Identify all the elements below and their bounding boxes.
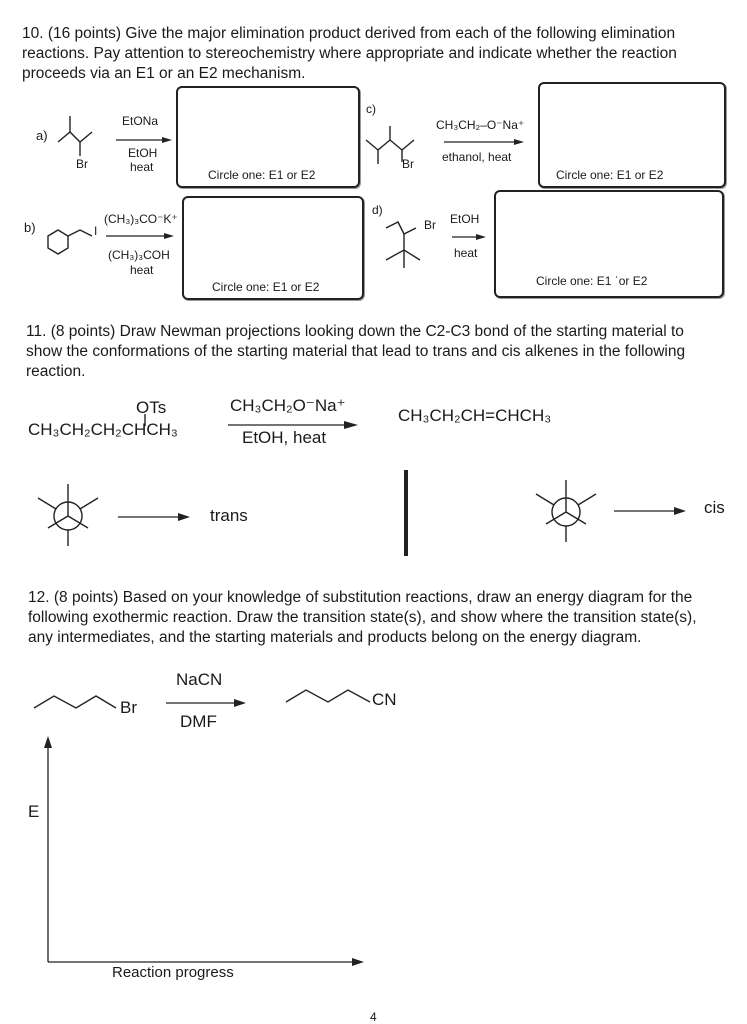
q11-product: CH₃CH₂CH=CHCH₃ — [398, 406, 552, 425]
q11-reactant-group: OTs — [136, 398, 167, 417]
q11-reagent-bottom: EtOH, heat — [242, 428, 327, 447]
q10a-circle-one: Circle one: E1 or E2 — [208, 168, 316, 182]
q10c-structure — [364, 120, 428, 166]
q11-cis-label: cis — [704, 498, 725, 517]
q12-y-axis-label: E — [28, 802, 40, 821]
q10c-arrow — [444, 138, 524, 146]
q10a-reagent-bottom2: heat — [130, 160, 154, 174]
q11-cis-arrow — [614, 506, 686, 516]
q11-trans-arrow — [118, 512, 190, 522]
q12-product-group: CN — [372, 690, 397, 709]
q11-reactant: CH₃CH₂CH₂CHCH₃ — [28, 420, 178, 439]
q10a-reagent-top: EtONa — [122, 114, 159, 128]
q10d-reagent-bottom: heat — [454, 246, 478, 260]
q10d-label: d) — [372, 203, 383, 217]
q12-reactant-structure — [34, 690, 124, 714]
q10b-halide: I — [94, 224, 98, 238]
q10d-arrow — [452, 233, 486, 241]
q10d-circle-one: Circle one: E1 ˈor E2 — [536, 274, 648, 288]
q12-x-axis-label: Reaction progress — [112, 964, 234, 981]
q10b-arrow — [106, 232, 174, 240]
q10b-circle-one: Circle one: E1 or E2 — [212, 280, 320, 294]
q10-text: 10. (16 points) Give the major elimination product derived from each of the following elimination reactions. Pay attention to stereochemistry where appropriate and indicate whether the reaction proceeds via an E1 or an E2 mechanism. — [22, 25, 677, 82]
q12-reagent-top: NaCN — [176, 670, 223, 689]
q10a-arrow — [116, 136, 172, 144]
q10c-reagent-bottom: ethanol, heat — [442, 150, 512, 164]
q10b-reagent-bottom1: (CH₃)₃COH — [108, 248, 170, 262]
q10a-label: a) — [36, 128, 48, 143]
q10a-halide: Br — [76, 157, 88, 171]
page-number: 4 — [370, 1010, 377, 1024]
q10b-reagent-top: (CH₃)₃CO⁻K⁺ — [104, 212, 178, 226]
q12-reagent-bottom: DMF — [180, 712, 217, 731]
q11-newman-trans — [34, 484, 104, 548]
q11-text: 11. (8 points) Draw Newman projections looking down the C2-C3 bond of the starting material to show the conformations of the starting material that lead to trans and cis alkenes in the following reaction. — [26, 323, 686, 380]
q12-energy-axes — [36, 736, 366, 968]
q10c-circle-one: Circle one: E1 or E2 — [556, 168, 664, 182]
q11-trans-label: trans — [210, 506, 248, 525]
q12-arrow — [166, 698, 246, 708]
q10c-halide: Br — [402, 157, 414, 171]
q10a-reagent-bottom1: EtOH — [128, 146, 158, 160]
q10b-label: b) — [24, 220, 36, 235]
q10a-structure — [54, 112, 114, 162]
q10d-reagent-top: EtOH — [450, 212, 480, 226]
q10c-reagent-top: CH₃CH₂–O⁻Na⁺ — [436, 118, 525, 132]
q11-reagent-top: CH₃CH₂O⁻Na⁺ — [230, 396, 346, 415]
q10d-halide: Br — [424, 218, 436, 232]
q11-divider — [404, 470, 408, 556]
q11-newman-cis — [532, 480, 602, 544]
q12-reactant-group: Br — [120, 698, 137, 717]
q10b-reagent-bottom2: heat — [130, 263, 154, 277]
q10c-label: c) — [366, 102, 376, 116]
q12-product-structure — [286, 684, 376, 708]
q12-text: 12. (8 points) Based on your knowledge of substitution reactions, draw an energy diagram for the following exothermic reaction. Draw the transition state(s), and show where the transition state(s), any intermediates, and the starting materials and products belong on the energy diagram. — [28, 589, 697, 646]
q10b-structure — [40, 222, 100, 262]
